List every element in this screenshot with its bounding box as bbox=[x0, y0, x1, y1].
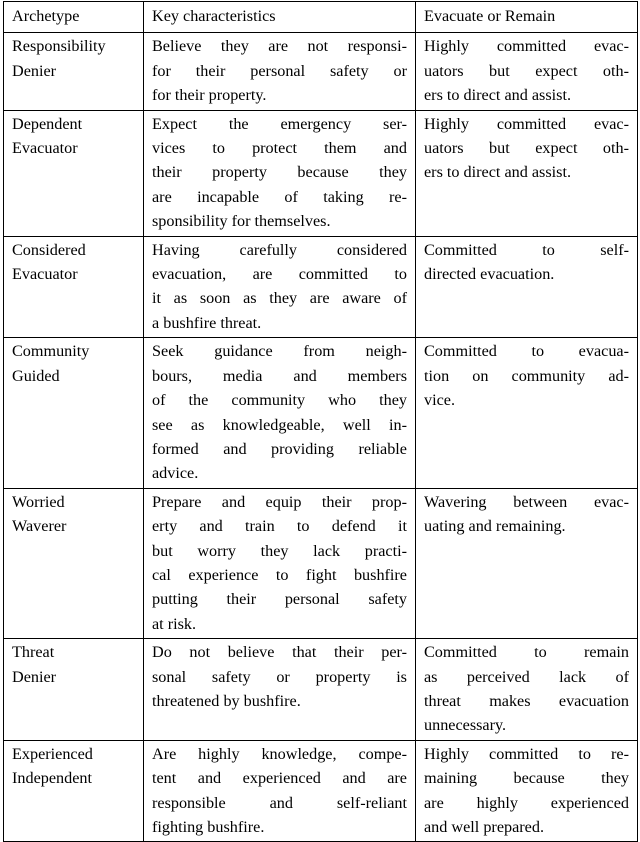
characteristics-line: a bushfire threat. bbox=[152, 313, 262, 332]
archetype-line: Denier bbox=[12, 667, 57, 686]
archetype-line: Evacuator bbox=[12, 139, 78, 158]
evacuate-line: vice. bbox=[424, 391, 456, 410]
archetype-cell bbox=[4, 338, 144, 488]
evacuate-line: Committed to evacua- bbox=[424, 342, 629, 361]
evacuate-line: Highly committed to re- bbox=[424, 744, 629, 763]
evacuate-line: unnecessary. bbox=[424, 716, 507, 735]
archetype-line: Responsibility bbox=[12, 37, 106, 56]
evacuate-line: Highly committed evac- bbox=[424, 37, 629, 56]
evacuate-line: Committed to remain bbox=[424, 643, 629, 662]
evacuate-line: directed evacuation. bbox=[424, 265, 555, 284]
evacuate-cell bbox=[416, 338, 638, 488]
characteristics-line: vices to protect them and bbox=[152, 139, 407, 158]
archetype-line: Denier bbox=[12, 61, 57, 80]
archetype-line: Independent bbox=[12, 769, 93, 788]
header-evacuate-or-remain: Evacuate or Remain bbox=[416, 2, 638, 33]
characteristics-line: putting their personal safety bbox=[152, 590, 407, 609]
evacuate-line: and well prepared. bbox=[424, 818, 544, 836]
characteristics-line: it as soon as they are aware of bbox=[152, 289, 407, 308]
archetype-cell bbox=[4, 488, 144, 638]
table-row bbox=[4, 110, 638, 236]
characteristics-cell bbox=[144, 338, 416, 488]
characteristics-line: advice. bbox=[152, 464, 199, 483]
evacuate-line: uators but expect oth- bbox=[424, 61, 629, 80]
evacuate-line: threat makes evacuation bbox=[424, 691, 629, 710]
characteristics-cell bbox=[144, 110, 416, 236]
characteristics-line: Prepare and equip their prop- bbox=[152, 492, 407, 511]
evacuate-cell bbox=[416, 639, 638, 741]
characteristics-line: cal experience to fight bushfire bbox=[152, 565, 407, 584]
characteristics-line: but worry they lack practi- bbox=[152, 541, 407, 560]
archetype-cell bbox=[4, 33, 144, 110]
characteristics-line: Believe they are not responsi- bbox=[152, 37, 407, 56]
characteristics-line: for their property. bbox=[152, 86, 267, 105]
evacuate-cell bbox=[416, 488, 638, 638]
characteristics-line: of the community who they bbox=[152, 391, 407, 410]
evacuate-line: ers to direct and assist. bbox=[424, 163, 571, 182]
characteristics-line: tent and experienced and are bbox=[152, 769, 407, 788]
evacuate-line: Committed to self- bbox=[424, 240, 629, 259]
characteristics-cell bbox=[144, 236, 416, 338]
header-key-characteristics: Key characteristics bbox=[144, 2, 416, 33]
archetype-line: Community bbox=[12, 342, 90, 361]
table-row bbox=[4, 639, 638, 741]
table-row bbox=[4, 488, 638, 638]
archetypes-table bbox=[3, 1, 638, 842]
archetype-line: Worried bbox=[12, 492, 65, 511]
evacuate-line: tion on community ad- bbox=[424, 366, 629, 385]
characteristics-line: Seek guidance from neigh- bbox=[152, 342, 407, 361]
characteristics-line: Having carefully considered bbox=[152, 240, 407, 259]
characteristics-line: for their personal safety or bbox=[152, 61, 407, 80]
characteristics-cell bbox=[144, 639, 416, 741]
characteristics-line: Do not believe that their per- bbox=[152, 643, 407, 662]
evacuate-line: ers to direct and assist. bbox=[424, 86, 571, 105]
archetype-line: Threat bbox=[12, 643, 55, 662]
table-row bbox=[4, 33, 638, 110]
evacuate-line: as perceived lack of bbox=[424, 667, 629, 686]
evacuate-line: are highly experienced bbox=[424, 793, 629, 812]
evacuate-line: Wavering between evac- bbox=[424, 492, 629, 511]
evacuate-cell bbox=[416, 740, 638, 842]
archetype-line: Guided bbox=[12, 366, 60, 385]
table-body bbox=[4, 33, 638, 842]
characteristics-line: fighting bushfire. bbox=[152, 818, 265, 836]
characteristics-line: Expect the emergency ser- bbox=[152, 114, 407, 133]
characteristics-line: sponsibility for themselves. bbox=[152, 212, 331, 231]
characteristics-line: formed and providing reliable bbox=[152, 439, 407, 458]
characteristics-line: see as knowledgeable, well in- bbox=[152, 415, 407, 434]
archetype-line: Waverer bbox=[12, 517, 67, 536]
archetype-cell bbox=[4, 639, 144, 741]
header-archetype: Archetype bbox=[4, 2, 144, 33]
characteristics-line: erty and train to defend it bbox=[152, 517, 407, 536]
table-row bbox=[4, 338, 638, 488]
characteristics-line: their property because they bbox=[152, 163, 407, 182]
characteristics-line: at risk. bbox=[152, 614, 197, 633]
archetype-line: Dependent bbox=[12, 114, 83, 133]
archetype-cell bbox=[4, 236, 144, 338]
characteristics-cell bbox=[144, 33, 416, 110]
characteristics-line: are incapable of taking re- bbox=[152, 187, 407, 206]
characteristics-line: threatened by bushfire. bbox=[152, 691, 301, 710]
characteristics-line: responsible and self-reliant bbox=[152, 793, 407, 812]
characteristics-cell bbox=[144, 740, 416, 842]
characteristics-line: evacuation, are committed to bbox=[152, 265, 407, 284]
table-row bbox=[4, 236, 638, 338]
archetype-line: Evacuator bbox=[12, 265, 78, 284]
evacuate-line: uators but expect oth- bbox=[424, 139, 629, 158]
table-row bbox=[4, 740, 638, 842]
evacuate-cell bbox=[416, 33, 638, 110]
archetype-cell bbox=[4, 740, 144, 842]
evacuate-cell bbox=[416, 236, 638, 338]
header-row bbox=[4, 2, 638, 33]
evacuate-line: uating and remaining. bbox=[424, 517, 566, 536]
archetype-line: Experienced bbox=[12, 744, 93, 763]
characteristics-line: bours, media and members bbox=[152, 366, 407, 385]
evacuate-cell bbox=[416, 110, 638, 236]
archetype-line: Considered bbox=[12, 240, 86, 259]
evacuate-line: Highly committed evac- bbox=[424, 114, 629, 133]
archetype-cell bbox=[4, 110, 144, 236]
characteristics-line: sonal safety or property is bbox=[152, 667, 407, 686]
characteristics-line: Are highly knowledge, compe- bbox=[152, 744, 407, 763]
characteristics-cell bbox=[144, 488, 416, 638]
evacuate-line: maining because they bbox=[424, 769, 629, 788]
